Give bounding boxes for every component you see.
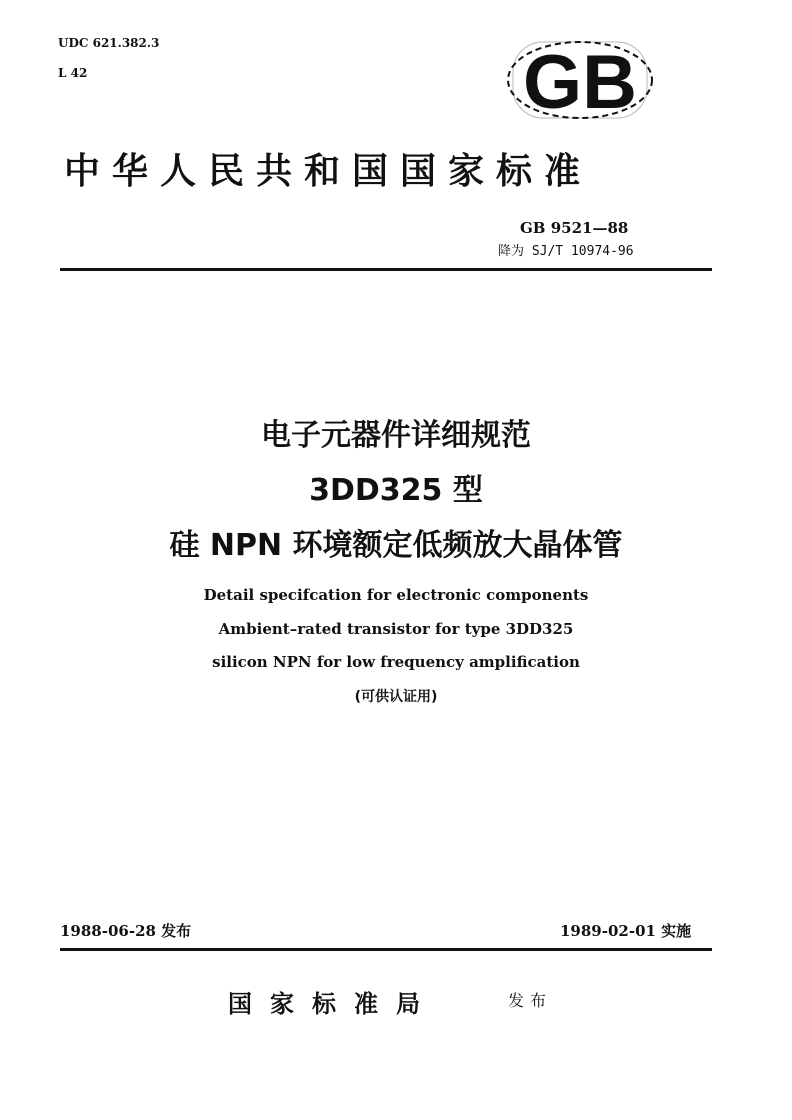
issue-date: 1988-06-28 发布 <box>60 922 192 940</box>
udc-code: UDC 621.382.3 <box>58 36 160 50</box>
gb-logo <box>505 36 655 120</box>
publish-word: 发布 <box>508 991 553 1010</box>
bottom-divider <box>60 948 712 951</box>
ccs-code: L 42 <box>58 66 88 80</box>
english-title-line-3: silicon NPN for low frequency amplification <box>212 653 580 671</box>
effective-date: 1989-02-01 实施 <box>560 922 692 940</box>
organization-title: 中华人民共和国国家标准 <box>64 151 593 192</box>
gb-logo-icon <box>505 36 655 120</box>
logo-text: GB <box>523 40 637 120</box>
title-line-3: 硅 NPN 环境额定低频放大晶体管 <box>169 528 623 563</box>
english-title-line-2: Ambient–rated transistor for type 3DD325 <box>218 620 574 638</box>
english-title-line-1: Detail specifcation for electronic components <box>203 586 589 604</box>
replaced-by-note: 降为 SJ/T 10974-96 <box>498 244 634 259</box>
publisher-name: 国家标准局 <box>228 990 438 1018</box>
title-line-2: 3DD325 型 <box>309 473 483 508</box>
top-divider <box>60 268 712 271</box>
standard-number: GB 9521—88 <box>520 219 629 237</box>
certification-note: (可供认证用) <box>354 689 438 705</box>
title-line-1: 电子元器件详细规范 <box>261 418 531 453</box>
